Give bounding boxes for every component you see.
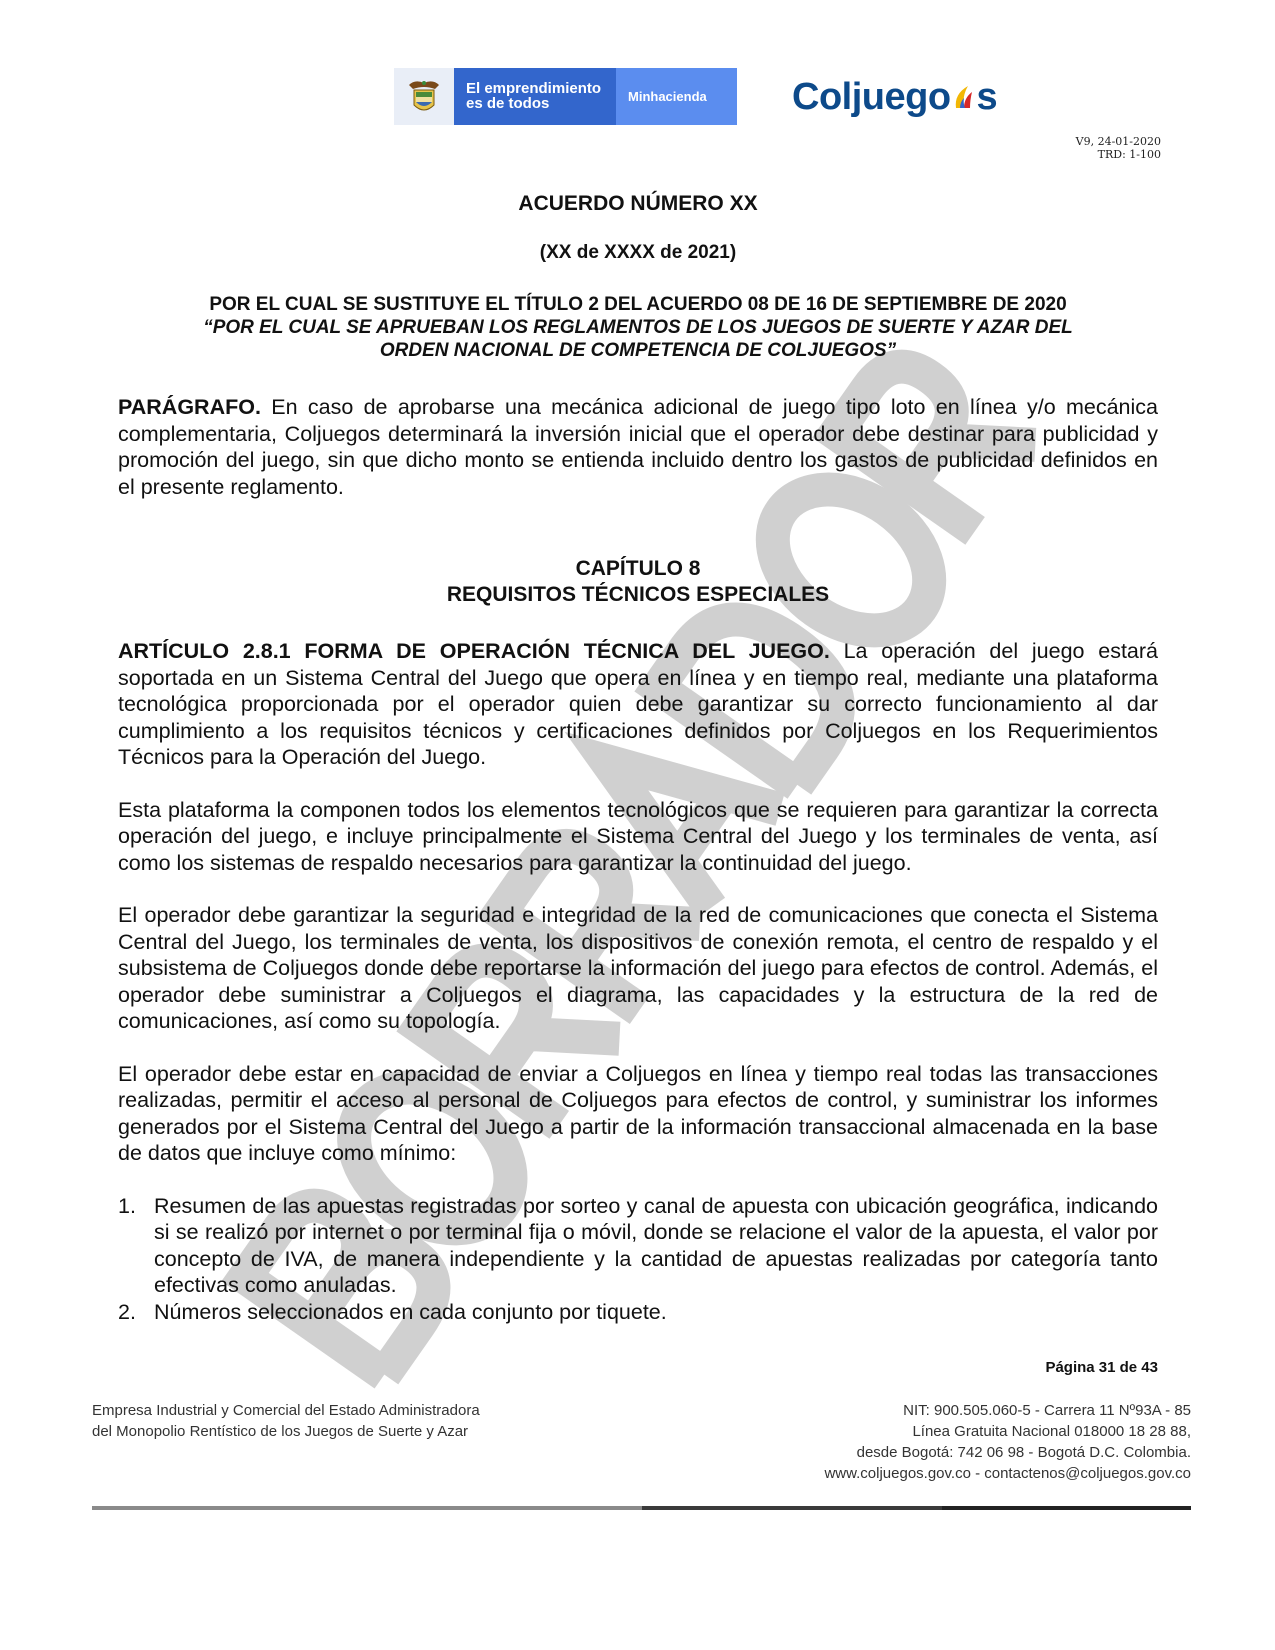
list-number: 1. — [118, 1193, 136, 1218]
list-number: 2. — [118, 1299, 136, 1324]
ministry-label: Minhacienda — [616, 68, 737, 125]
coljuegos-logo — [792, 72, 997, 122]
chapter-name: REQUISITOS TÉCNICOS ESPECIALES — [446, 583, 830, 606]
body-paragraph: El operador debe estar en capacidad de enviar a Coljuegos en línea y tiempo real todas las transacciones realizadas, permitir el acceso al personal de Coljuegos para efectos de control, y suministrar los informes generados por el Sistema Central del Juego a partir de la información transaccional almacenada en la base de datos que incluye como mínimo: — [118, 1061, 1158, 1165]
subject-quote-line: “POR EL CUAL SE APRUEBAN LOS REGLAMENTOS DE LOS JUEGOS DE SUERTE Y AZAR DEL — [203, 317, 1073, 338]
agreement-title: ACUERDO NÚMERO XX — [518, 192, 758, 215]
footer-contact — [824, 1400, 1191, 1484]
page-footer — [92, 1400, 1191, 1484]
coat-of-arms-icon — [394, 68, 454, 125]
footer-line: del Monopolio Rentístico de los Juegos de Suerte y Azar — [92, 1423, 469, 1440]
article-label: ARTÍCULO 2.8.1 FORMA DE OPERACIÓN TÉCNICA DEL JUEGO. — [118, 639, 830, 663]
list-item — [118, 1193, 1158, 1299]
page-header — [0, 68, 1275, 125]
footer-line: Línea Gratuita Nacional 018000 18 28 88, — [912, 1423, 1191, 1440]
article-paragraph — [118, 638, 1158, 771]
paragrafo-text: En caso de aprobarse una mecánica adicional de juego tipo loto en línea y/o mecánica complementaria, Coljuegos determinará la inversión inicial que el operador debe destinar para publicidad y promoción del juego, sin que dicho monto se entienda incluido dentro los gastos de publicidad definidos en el presente reglamento. — [118, 395, 1158, 499]
footer-line: Empresa Industrial y Comercial del Estado Administradora — [92, 1402, 480, 1419]
footer-company — [92, 1400, 480, 1484]
footer-divider — [92, 1506, 1191, 1510]
subject-quote-line: ORDEN NACIONAL DE COMPETENCIA DE COLJUEGOS” — [379, 340, 897, 361]
brand-wordmark: Coljuego — [792, 75, 951, 118]
gov-slogan — [454, 68, 616, 125]
brand-flame-icon — [952, 82, 976, 112]
subject-line: POR EL CUAL SE SUSTITUYE EL TÍTULO 2 DEL ACUERDO 08 DE 16 DE SEPTIEMBRE DE 2020 — [209, 294, 1067, 315]
footer-line: NIT: 900.505.060-5 - Carrera 11 Nº93A - 85 — [903, 1402, 1191, 1419]
list-text: Números seleccionados en cada conjunto por tiquete. — [154, 1299, 667, 1324]
list-text: Resumen de las apuestas registradas por sorteo y canal de apuesta con ubicación geográfica, indicando si se realizó por internet o por terminal fija o móvil, donde se relacione el valor de la apuesta, el valor por concepto de IVA, de manera independiente y la cantidad de apuestas realizadas por categoría tanto efectivas como anuladas. — [154, 1193, 1158, 1297]
requirements-list — [118, 1193, 1158, 1326]
version-text: V9, 24-01-2020 — [1075, 135, 1161, 148]
footer-website-link[interactable]: www.coljuegos.gov.co - contactenos@coljuegos.gov.co — [824, 1465, 1191, 1482]
document-version — [0, 135, 1161, 161]
footer-line: desde Bogotá: 742 06 98 - Bogotá D.C. Colombia. — [856, 1444, 1191, 1461]
agreement-subject — [118, 293, 1158, 362]
list-item — [118, 1299, 1158, 1326]
document-body — [118, 191, 1158, 1376]
government-logo — [394, 68, 737, 125]
paragrafo-paragraph — [118, 394, 1158, 500]
body-paragraph: El operador debe garantizar la seguridad e integridad de la red de comunicaciones que conecta el Sistema Central del Juego, los terminales de venta, los dispositivos de conexión remota, el centro de respaldo y el subsistema de Coljuegos donde debe reportarse la información del juego para efectos de control. Además, el operador debe suministrar a Coljuegos el diagrama, las capacidades y la estructura de la red de comunicaciones, así como su topología. — [118, 903, 1158, 1033]
paragrafo-label: PARÁGRAFO. — [118, 395, 261, 419]
article-text: La operación del juego estará soportada en un Sistema Central del Juego que opera en línea y en tiempo real, mediante una plataforma tecnológica proporcionada por el operador quien debe garantizar su correcto funcionamiento al dar cumplimiento a los requisitos técnicos y certificaciones definidos por Coljuegos en los Requerimientos Técnicos para la Operación del Juego. — [118, 639, 1158, 769]
body-paragraph: Esta plataforma la componen todos los elementos tecnológicos que se requieren para garantizar la correcta operación del juego, e incluye principalmente el Sistema Central del Juego y los terminales de venta, así como los sistemas de respaldo necesarios para garantizar la continuidad del juego. — [118, 797, 1158, 875]
page-number: Página 31 de 43 — [1045, 1359, 1158, 1376]
trd-text: TRD: 1-100 — [1097, 148, 1161, 161]
slogan-line: es de todos — [466, 95, 550, 112]
brand-wordmark-end: s — [976, 75, 998, 118]
agreement-date: (XX de XXXX de 2021) — [539, 242, 737, 263]
slogan-line: El emprendimiento — [466, 80, 602, 97]
chapter-number: CAPÍTULO 8 — [575, 557, 701, 580]
chapter-heading — [118, 556, 1158, 608]
